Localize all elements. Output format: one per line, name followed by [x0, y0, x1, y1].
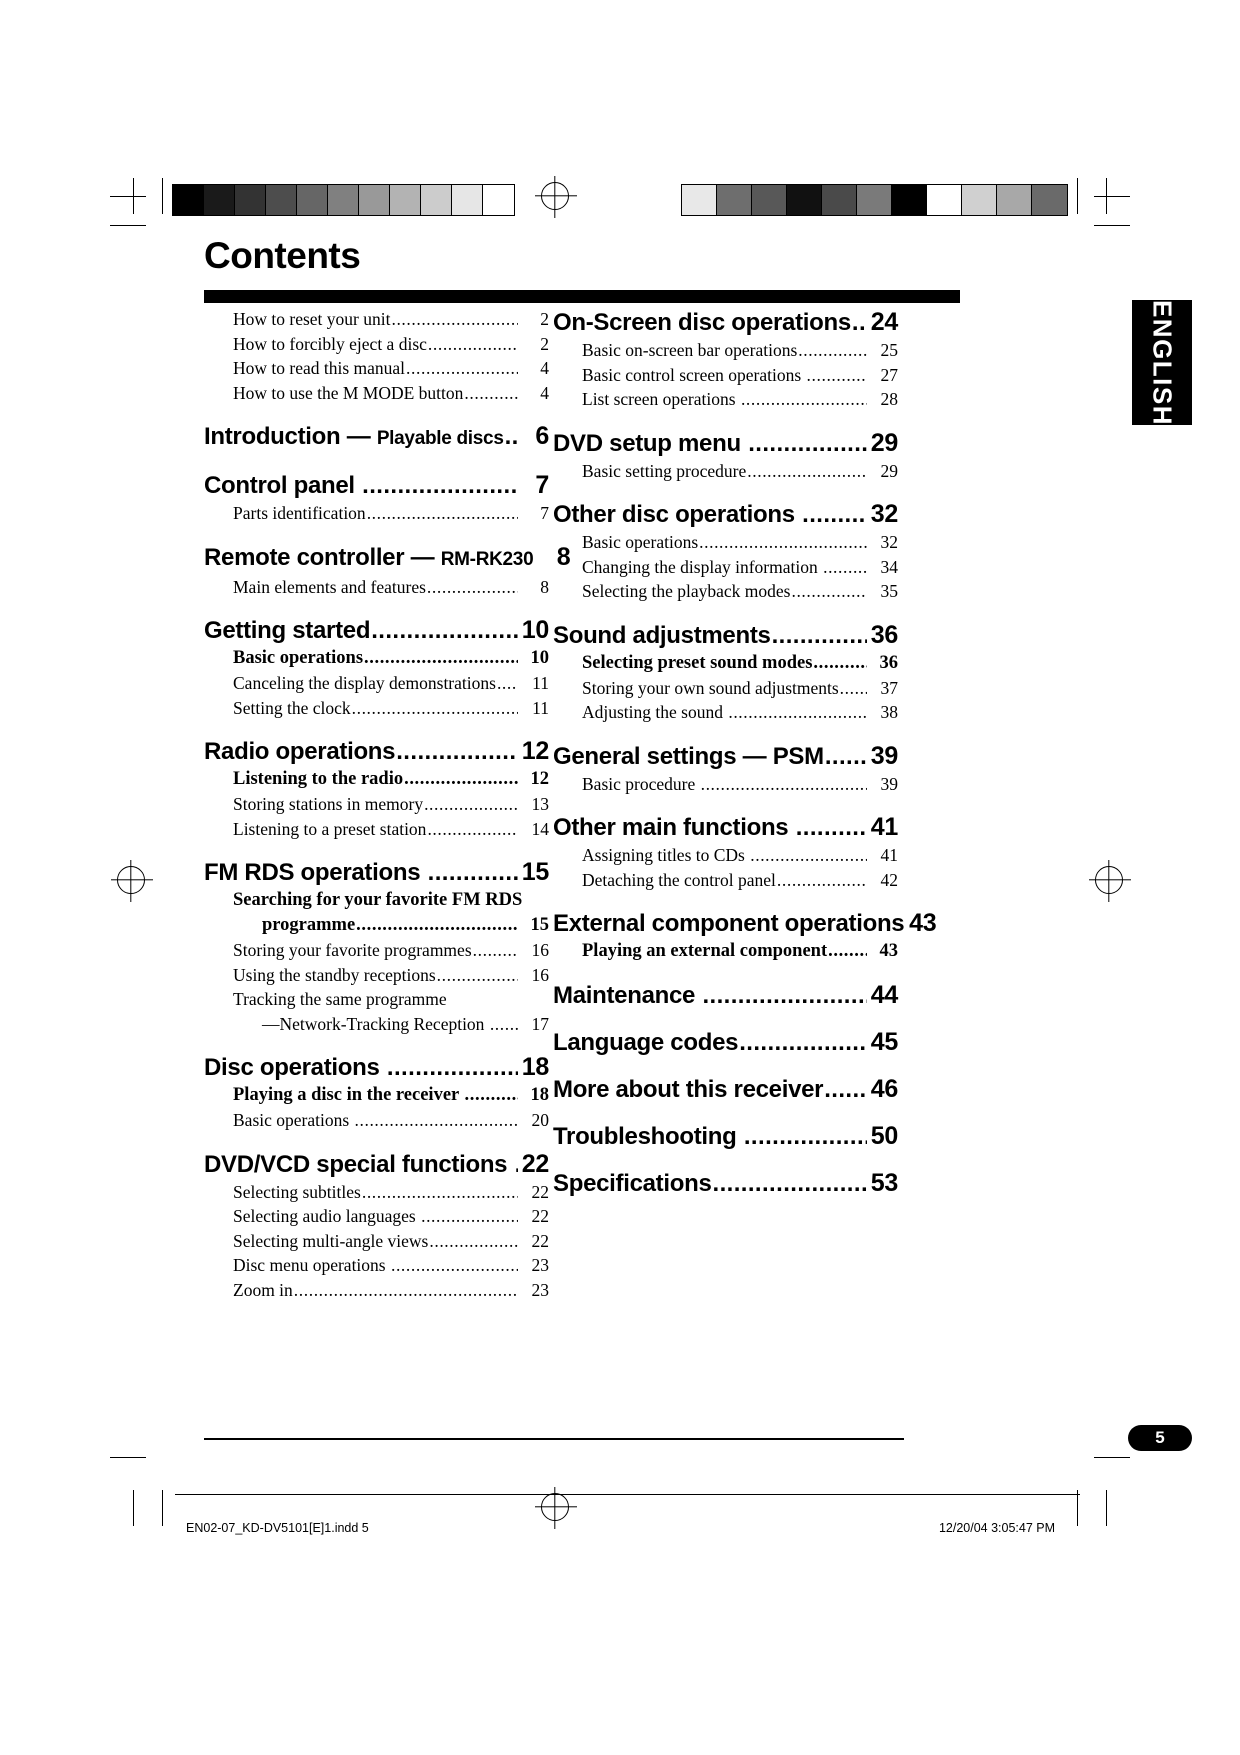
toc-leader-dots — [497, 671, 518, 696]
toc-entry-label: How to forcibly eject a disc — [233, 333, 427, 354]
toc-list-left — [204, 307, 571, 1302]
toc-entry-page: 53 — [870, 1169, 898, 1197]
toc-entry-page: 20 — [531, 1110, 549, 1130]
toc-entry-label: Troubleshooting — [553, 1123, 743, 1150]
toc-entry-page: 44 — [870, 981, 898, 1009]
toc-leader-dots — [428, 858, 518, 888]
toc-leader-dots — [421, 1204, 518, 1229]
toc-leader-dots — [713, 1169, 867, 1199]
toc-entry-page: 13 — [531, 794, 549, 814]
crop-mark-top-left-h2 — [110, 225, 146, 226]
toc-entry-page: 16 — [531, 964, 549, 985]
toc-entry-label: Zoom in — [233, 1279, 293, 1300]
toc-leader-dots — [699, 530, 867, 555]
crop-mark-top-left-v2 — [162, 178, 163, 214]
toc-entry[interactable] — [204, 696, 549, 721]
toc-entry-label: Searching for your favorite FM RDS — [233, 890, 523, 910]
toc-leader-dots — [772, 621, 867, 651]
toc-entry-label: Adjusting the sound — [582, 702, 728, 722]
toc-entry-label: Control panel — [204, 472, 362, 499]
toc-leader-dots — [802, 500, 867, 530]
toc-entry-page: 28 — [880, 389, 898, 409]
toc-entry-page: 29 — [880, 460, 898, 481]
toc-leader-dots — [701, 772, 867, 797]
toc-entry[interactable] — [553, 908, 937, 939]
toc-entry-page: 4 — [540, 382, 549, 403]
toc-leader-dots — [473, 938, 518, 963]
toc-entry[interactable] — [553, 530, 898, 555]
toc-entry-page: 16 — [531, 940, 549, 960]
side-tab-label: ENGLISH — [1147, 299, 1178, 426]
toc-leader-dots — [364, 646, 518, 671]
toc-leader-dots — [828, 939, 867, 964]
toc-leader-dots — [352, 696, 518, 721]
toc-entry-page: 34 — [880, 556, 898, 577]
toc-list-right — [553, 307, 937, 1199]
toc-entry[interactable] — [553, 700, 898, 725]
registration-mark-top — [541, 182, 569, 210]
toc-leader-dots — [391, 307, 518, 332]
toc-entry-page: 14 — [531, 818, 549, 839]
toc-entry[interactable] — [204, 987, 549, 1012]
toc-entry-page: 23 — [531, 1279, 549, 1300]
toc-entry[interactable] — [204, 356, 549, 381]
toc-entry[interactable] — [204, 575, 549, 600]
toc-entry[interactable] — [553, 428, 898, 459]
toc-leader-dots — [702, 981, 867, 1011]
toc-entry-page: 43 — [879, 941, 898, 961]
toc-entry-label: Remote controller — — [204, 543, 441, 571]
toc-entry[interactable] — [204, 307, 549, 332]
toc-entry-label: Listening to a preset station — [233, 818, 427, 839]
toc-entry[interactable] — [553, 772, 898, 797]
toc-entry-page: 2 — [540, 333, 549, 354]
toc-entry[interactable] — [553, 843, 898, 868]
toc-leader-dots — [515, 1150, 518, 1180]
toc-entry-label: How to use the M MODE button — [233, 382, 464, 403]
toc-entry-page: 10 — [521, 616, 549, 644]
footer-filename: EN02-07_KD-DV5101[E]1.indd 5 — [186, 1521, 369, 1535]
toc-entry-page: 39 — [880, 773, 898, 794]
toc-leader-dots — [429, 1229, 518, 1254]
crop-mark-top-right-v2 — [1077, 178, 1078, 214]
toc-entry[interactable] — [204, 381, 549, 406]
toc-entry-label: Basic operations — [582, 532, 699, 552]
toc-entry[interactable] — [553, 1027, 898, 1058]
toc-entry-page: 36 — [870, 620, 898, 649]
toc-entry-label-secondary: Playable discs — [376, 428, 504, 449]
toc-entry[interactable] — [204, 1108, 549, 1133]
toc-entry[interactable] — [553, 651, 898, 676]
toc-entry-label: Basic on-screen bar operations — [582, 340, 798, 360]
toc-entry-page: 24 — [870, 308, 898, 336]
title-rule — [204, 290, 960, 303]
toc-leader-dots — [796, 813, 867, 843]
toc-entry-page: 23 — [531, 1255, 549, 1275]
crop-mark-bottom-right-h — [1094, 1457, 1130, 1458]
toc-entry[interactable] — [553, 1168, 898, 1199]
toc-entry[interactable] — [204, 1253, 549, 1278]
toc-entry[interactable] — [553, 620, 898, 651]
toc-leader-dots — [741, 387, 867, 412]
toc-entry-label: Using the standby receptions — [233, 964, 436, 985]
toc-entry-label: Specifications — [553, 1170, 712, 1197]
toc-leader-dots — [362, 471, 518, 501]
toc-entry[interactable] — [553, 1121, 898, 1152]
toc-entry-page: 10 — [530, 648, 549, 668]
toc-leader-dots — [391, 1253, 518, 1278]
toc-entry-label: DVD setup menu — [553, 429, 748, 457]
toc-leader-dots — [371, 616, 518, 646]
toc-entry-label: Parts identification — [233, 503, 366, 523]
toc-entry[interactable] — [204, 470, 549, 501]
toc-entry-page: 27 — [880, 364, 898, 385]
toc-entry-label: DVD/VCD special functions — [204, 1150, 514, 1178]
toc-leader-dots — [744, 1122, 867, 1152]
footer-separator — [175, 1494, 1080, 1495]
toc-entry-label: Basic control screen operations — [582, 364, 806, 385]
toc-entry-page: 8 — [540, 576, 549, 597]
toc-leader-dots — [356, 913, 518, 938]
toc-entry-label: Canceling the display demonstrations — [233, 673, 496, 693]
toc-entry-page: 32 — [880, 532, 898, 552]
toc-entry[interactable] — [204, 1180, 549, 1205]
toc-leader-dots — [825, 742, 867, 772]
toc-leader-dots — [406, 356, 518, 381]
toc-entry-page: 15 — [530, 915, 549, 935]
toc-entry-label: Selecting subtitles — [233, 1181, 361, 1202]
toc-leader-dots — [424, 792, 518, 817]
toc-entry-label: Tracking the same programme — [233, 989, 447, 1009]
toc-leader-dots — [750, 843, 867, 868]
toc-entry[interactable] — [204, 888, 549, 913]
toc-entry-page: 2 — [540, 309, 549, 329]
toc-entry-page: 22 — [531, 1230, 549, 1251]
toc-entry-page: 22 — [531, 1206, 549, 1226]
toc-entry-label: Language codes — [553, 1029, 739, 1056]
toc-entry-page: 12 — [530, 769, 549, 789]
toc-leader-dots — [807, 363, 867, 388]
toc-entry-label: Playing an external component — [582, 941, 828, 961]
toc-entry-page: 7 — [535, 471, 549, 499]
toc-entry-page: 36 — [879, 652, 898, 673]
page-title: Contents — [204, 235, 361, 276]
toc-entry-page: 41 — [870, 813, 898, 841]
toc-leader-dots — [464, 381, 518, 406]
toc-entry[interactable] — [553, 499, 898, 530]
toc-entry[interactable] — [204, 421, 549, 454]
toc-entry-label-secondary: RM-RK230 — [440, 548, 539, 570]
toc-entry-page: 46 — [870, 1075, 898, 1103]
toc-leader-dots — [813, 651, 867, 676]
toc-entry-label: Maintenance — [553, 982, 702, 1009]
toc-entry-label: How to reset your unit — [233, 309, 391, 329]
toc-entry-page: 18 — [530, 1085, 549, 1105]
toc-entry-page: 41 — [880, 845, 898, 865]
toc-entry-label: Basic operations — [233, 1110, 354, 1130]
toc-entry-label: General settings — PSM — [553, 742, 824, 770]
toc-entry-label: Disc operations — [204, 1054, 386, 1081]
toc-entry[interactable] — [204, 615, 549, 646]
toc-entry-page: 37 — [880, 677, 898, 698]
toc-leader-dots — [294, 1278, 518, 1303]
toc-entry-label: FM RDS operations — [204, 859, 427, 886]
toc-entry-label: Other main functions — [553, 814, 795, 841]
toc-leader-dots — [823, 555, 867, 580]
toc-entry[interactable] — [553, 579, 898, 604]
toc-entry-label: Basic operations — [233, 648, 364, 668]
toc-entry-page: 4 — [540, 358, 549, 378]
toc-entry-label: Selecting multi-angle views — [233, 1230, 429, 1251]
toc-entry-page: 11 — [532, 697, 549, 718]
toc-leader-dots — [791, 579, 867, 604]
toc-leader-dots — [505, 422, 518, 452]
toc-leader-dots — [747, 459, 867, 484]
toc-entry-label: Storing your favorite programmes — [233, 940, 472, 960]
toc-leader-dots — [427, 817, 518, 842]
color-calibration-bar-left — [172, 184, 515, 216]
crop-mark-bottom-right-v — [1106, 1490, 1107, 1526]
crop-mark-top-left-v — [133, 178, 134, 214]
toc-entry-label: Playing a disc in the receiver — [233, 1085, 464, 1105]
toc-entry-page: 15 — [521, 858, 549, 886]
crop-mark-bottom-left-v — [133, 1490, 134, 1526]
toc-entry-label: Detaching the control panel — [582, 869, 776, 890]
toc-entry-label: Storing your own sound adjustments — [582, 677, 839, 698]
toc-entry-page: 8 — [556, 542, 571, 571]
toc-entry-label: Main elements and features — [233, 576, 426, 597]
toc-leader-dots — [777, 868, 867, 893]
toc-entry-page: 42 — [880, 869, 898, 890]
crop-mark-top-right-h2 — [1094, 225, 1130, 226]
toc-entry[interactable] — [204, 857, 549, 888]
toc-entry[interactable] — [553, 676, 898, 701]
registration-mark-left — [117, 866, 145, 894]
toc-entry[interactable] — [204, 1229, 549, 1254]
footer-timestamp: 12/20/04 3:05:47 PM — [938, 1521, 1055, 1535]
toc-entry-label: Selecting audio languages — [233, 1206, 421, 1226]
toc-entry-label: Changing the display information — [582, 556, 823, 577]
page-number-badge: 5 — [1128, 1425, 1192, 1451]
registration-mark-bottom — [541, 1493, 569, 1521]
registration-mark-right — [1095, 866, 1123, 894]
toc-entry-label: Storing stations in memory — [233, 794, 424, 814]
toc-leader-dots — [840, 676, 867, 701]
toc-leader-dots — [739, 1028, 867, 1058]
crop-mark-bottom-left-h — [110, 1457, 146, 1458]
toc-entry[interactable] — [553, 338, 898, 363]
toc-leader-dots — [490, 1012, 518, 1037]
toc-entry-page: 18 — [521, 1053, 549, 1081]
toc-leader-dots — [404, 767, 518, 792]
toc-entry[interactable] — [204, 1012, 549, 1037]
toc-entry[interactable] — [204, 736, 549, 767]
toc-leader-dots — [427, 575, 518, 600]
toc-leader-dots — [367, 501, 518, 526]
toc-entry-label: programme — [262, 915, 356, 935]
toc-entry-page: 45 — [870, 1028, 898, 1056]
toc-entry-label: Listening to the radio — [233, 769, 404, 789]
toc-column-left — [204, 307, 571, 1302]
crop-mark-bottom-left-v2 — [162, 1490, 163, 1526]
toc-entry[interactable] — [204, 671, 549, 696]
toc-entry-label: Introduction — — [204, 423, 377, 450]
toc-entry[interactable] — [204, 332, 549, 357]
toc-leader-dots — [387, 1053, 518, 1083]
toc-entry-label: Assigning titles to CDs — [582, 845, 750, 865]
toc-entry-page: 38 — [880, 702, 898, 722]
toc-entry[interactable] — [204, 938, 549, 963]
toc-entry[interactable] — [204, 646, 549, 671]
toc-entry[interactable] — [553, 939, 898, 964]
toc-entry-page: 29 — [870, 428, 898, 457]
toc-entry-label: Basic setting procedure — [582, 460, 747, 481]
toc-entry[interactable] — [204, 1278, 549, 1303]
toc-entry[interactable] — [204, 767, 549, 792]
toc-leader-dots — [748, 429, 867, 459]
toc-leader-dots — [852, 308, 867, 338]
toc-entry-label: How to read this manual — [233, 358, 406, 378]
toc-entry-label: Basic procedure — [582, 773, 700, 794]
language-side-tab — [1132, 300, 1192, 425]
toc-entry[interactable] — [204, 963, 549, 988]
toc-entry-page: 6 — [535, 422, 549, 450]
toc-leader-dots — [798, 338, 867, 363]
toc-entry[interactable] — [553, 980, 898, 1011]
toc-entry-page: 11 — [532, 673, 549, 693]
toc-leader-dots — [396, 737, 518, 767]
toc-entry-page: 7 — [540, 503, 549, 523]
toc-entry-page: 32 — [870, 500, 898, 528]
toc-leader-dots — [465, 1083, 518, 1108]
toc-entry[interactable] — [553, 307, 898, 338]
toc-entry-label: Setting the clock — [233, 697, 351, 718]
color-calibration-bar-right — [681, 184, 1068, 216]
toc-entry[interactable] — [204, 913, 549, 938]
toc-leader-dots — [824, 1075, 867, 1105]
toc-entry-page: 22 — [521, 1149, 549, 1178]
toc-entry-page: 22 — [531, 1181, 549, 1202]
toc-entry[interactable] — [204, 1083, 549, 1108]
toc-entry[interactable] — [204, 1052, 549, 1083]
toc-entry[interactable] — [204, 792, 549, 817]
toc-entry-page: 50 — [870, 1122, 898, 1150]
crop-mark-top-left-h — [110, 196, 146, 197]
toc-leader-dots — [428, 332, 518, 357]
toc-leader-dots — [355, 1108, 518, 1133]
toc-entry-page: 35 — [880, 581, 898, 601]
crop-mark-bottom-right-v2 — [1077, 1490, 1078, 1526]
toc-entry[interactable] — [553, 555, 898, 580]
toc-entry[interactable] — [204, 542, 571, 575]
toc-entry[interactable] — [553, 387, 898, 412]
toc-entry[interactable] — [553, 812, 898, 843]
toc-entry[interactable] — [204, 1149, 549, 1180]
toc-leader-dots — [728, 700, 867, 725]
toc-entry-page: 39 — [870, 741, 898, 770]
toc-column-right — [553, 307, 937, 1199]
toc-entry[interactable] — [553, 868, 898, 893]
toc-entry-label: More about this receiver — [553, 1076, 824, 1103]
toc-entry[interactable] — [553, 363, 898, 388]
toc-entry-page: 12 — [521, 737, 549, 765]
toc-entry-label: On-Screen disc operations — [553, 309, 851, 336]
toc-entry-page: 17 — [531, 1013, 549, 1034]
toc-entry-label: Sound adjustments — [553, 621, 771, 649]
toc-entry-label: Radio operations — [204, 738, 396, 765]
toc-entry-label: Selecting the playback modes — [582, 581, 791, 601]
toc-entry[interactable] — [553, 1074, 898, 1105]
toc-entry-label: List screen operations — [582, 389, 740, 409]
toc-leader-dots — [437, 963, 518, 988]
toc-leader-dots — [362, 1180, 518, 1205]
toc-entry-page: 25 — [880, 340, 898, 360]
crop-mark-top-right-v — [1106, 178, 1107, 214]
toc-entry-label: Selecting preset sound modes — [582, 652, 813, 673]
crop-mark-top-right-h — [1094, 196, 1130, 197]
toc-entry-label: External component operations — [553, 910, 905, 937]
toc-entry[interactable] — [204, 817, 549, 842]
toc-entry-label: Getting started — [204, 617, 371, 644]
toc-entry[interactable] — [553, 741, 898, 772]
toc-entry-label: —Network-Tracking Reception — [262, 1013, 489, 1034]
toc-entry[interactable] — [204, 1204, 549, 1229]
toc-entry[interactable] — [204, 501, 549, 526]
toc-entry-label: Other disc operations — [553, 501, 802, 528]
footer-rule — [204, 1438, 904, 1440]
toc-entry-label: Disc menu operations — [233, 1255, 390, 1275]
toc-entry-page: 43 — [909, 909, 937, 937]
toc-entry[interactable] — [553, 459, 898, 484]
